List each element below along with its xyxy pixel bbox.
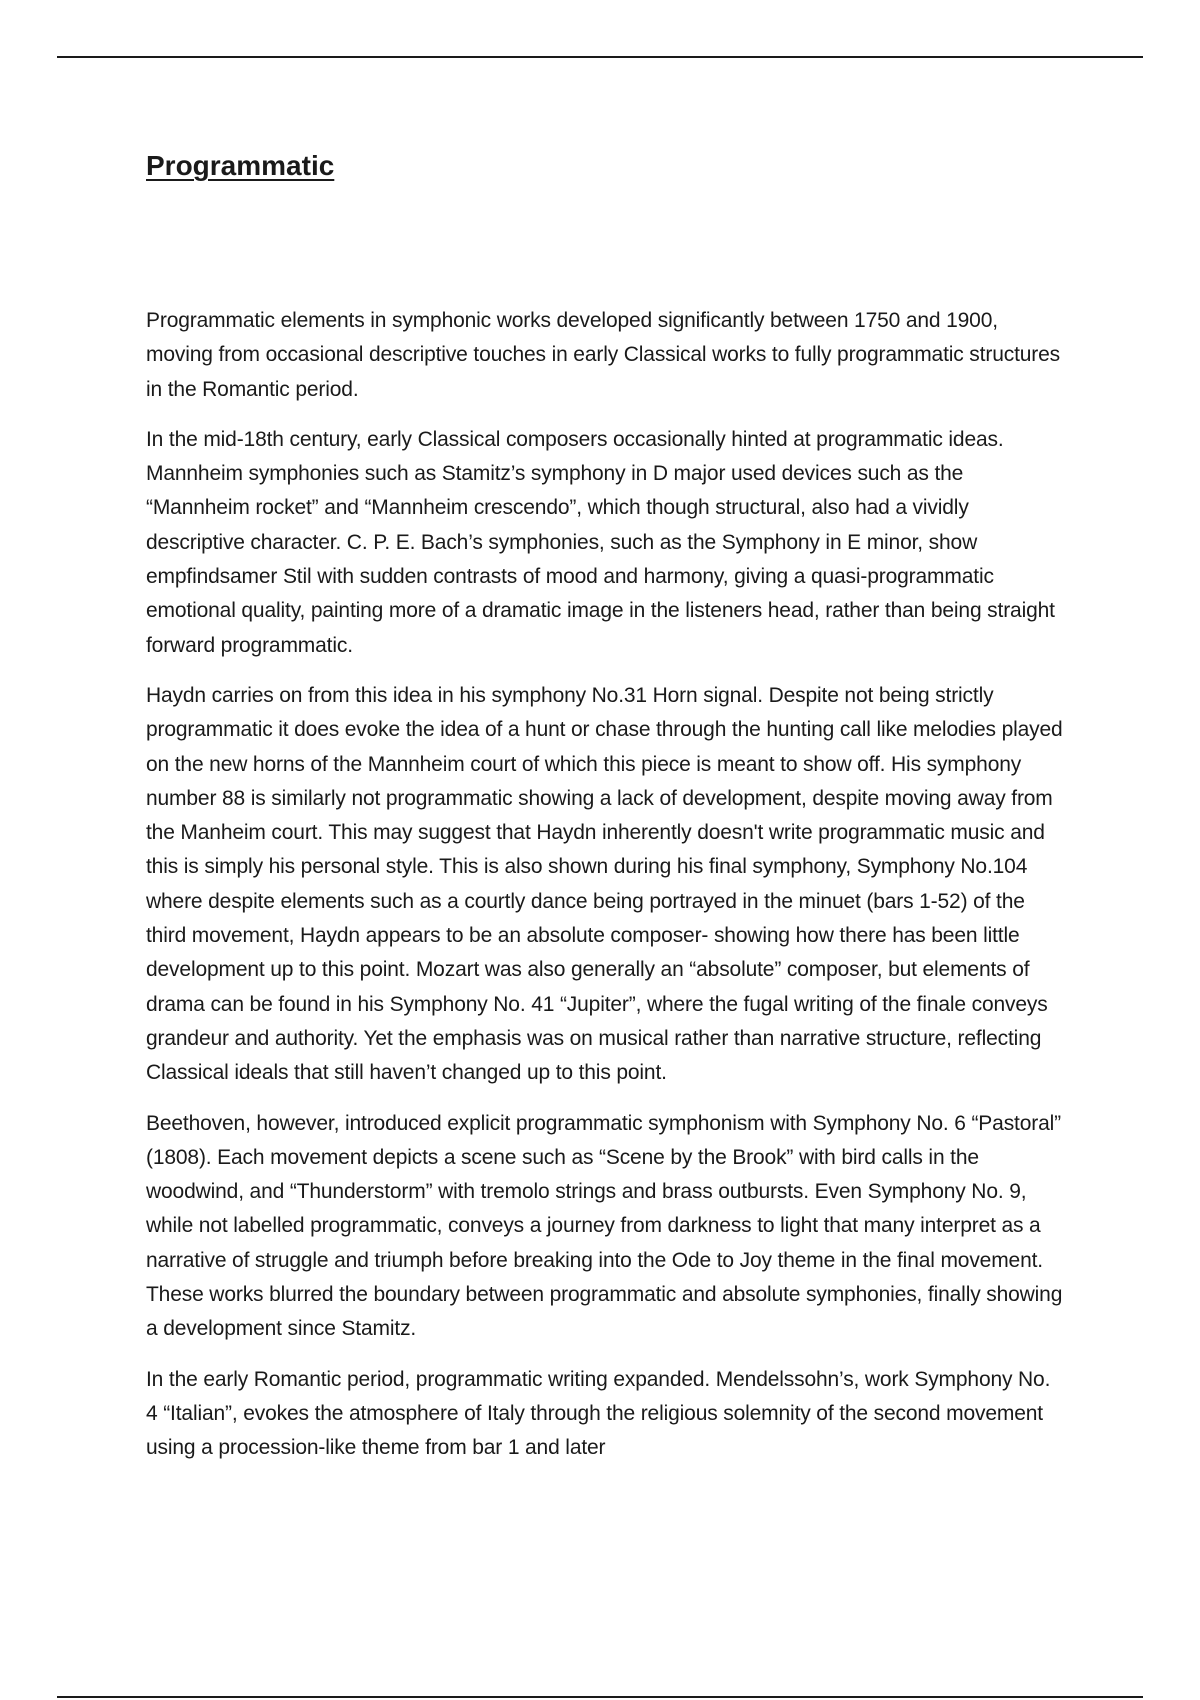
- paragraph: Programmatic elements in symphonic works developed significantly between 1750 and 1900, moving from occasional descriptive touches in early Classical works to fully programmatic structures in the Romantic period.: [146, 309, 1061, 401]
- footer-rule: [57, 1696, 1143, 1698]
- body-text: [146, 304, 1066, 1466]
- paragraph: Beethoven, however, introduced explicit programmatic symphonism with Symphony No. 6 “Pastoral” (1808). Each movement depicts a scene such as “Scene by the Brook” with bird calls in the woodwind, and “Thunderstorm” with tremolo strings and brass outbursts. Even Symphony No. 9, while not labelled programmatic, conveys a journey from darkness to light that many interpret as a narrative of struggle and triumph before breaking into the Ode to Joy theme in the final movement. These works blurred the boundary between programmatic and absolute symphonies, finally showing a development since Stamitz.: [146, 1111, 1063, 1341]
- page-title: Programmatic: [146, 150, 335, 181]
- paragraph: Haydn carries on from this idea in his symphony No.31 Horn signal. Despite not being strictly programmatic it does evoke the idea of a hunt or chase through the hunting call like melodies played on the new horns of the Mannheim court of which this piece is meant to show off. His symphony number 88 is similarly not programmatic showing a lack of development, despite moving away from the Manheim court. This may suggest that Haydn inherently doesn't write programmatic music and this is simply his personal style. This is also shown during his final symphony, Symphony No.104 where despite elements such as a courtly dance being portrayed in the minuet (bars 1-52) of the third movement, Haydn appears to be an absolute composer- showing how there has been little development up to this point. Mozart was also generally an “absolute” composer, but elements of drama can be found in his Symphony No. 41 “Jupiter”, where the fugal writing of the finale conveys grandeur and authority. Yet the emphasis was on musical rather than narrative structure, reflecting Classical ideals that still haven’t changed up to this point.: [146, 683, 1063, 1085]
- header-rule: [57, 56, 1143, 58]
- paragraph: In the early Romantic period, programmatic writing expanded. Mendelssohn’s, work Symphony No. 4 “Italian”, evokes the atmosphere of Italy through the religious solemnity of the second movement using a procession-like theme from bar 1 and later: [146, 1367, 1051, 1460]
- page-content: [146, 146, 1066, 1482]
- paragraph: In the mid-18th century, early Classical composers occasionally hinted at programmatic ideas. Mannheim symphonies such as Stamitz’s symphony in D major used devices such as the “Mannheim rocket” and “Mannheim crescendo”, which though structural, also had a vividly descriptive character. C. P. E. Bach’s symphonies, such as the Symphony in E minor, show empfindsamer Stil with sudden contrasts of mood and harmony, giving a quasi-programmatic emotional quality, painting more of a dramatic image in the listeners head, rather than being straight forward programmatic.: [146, 427, 1055, 657]
